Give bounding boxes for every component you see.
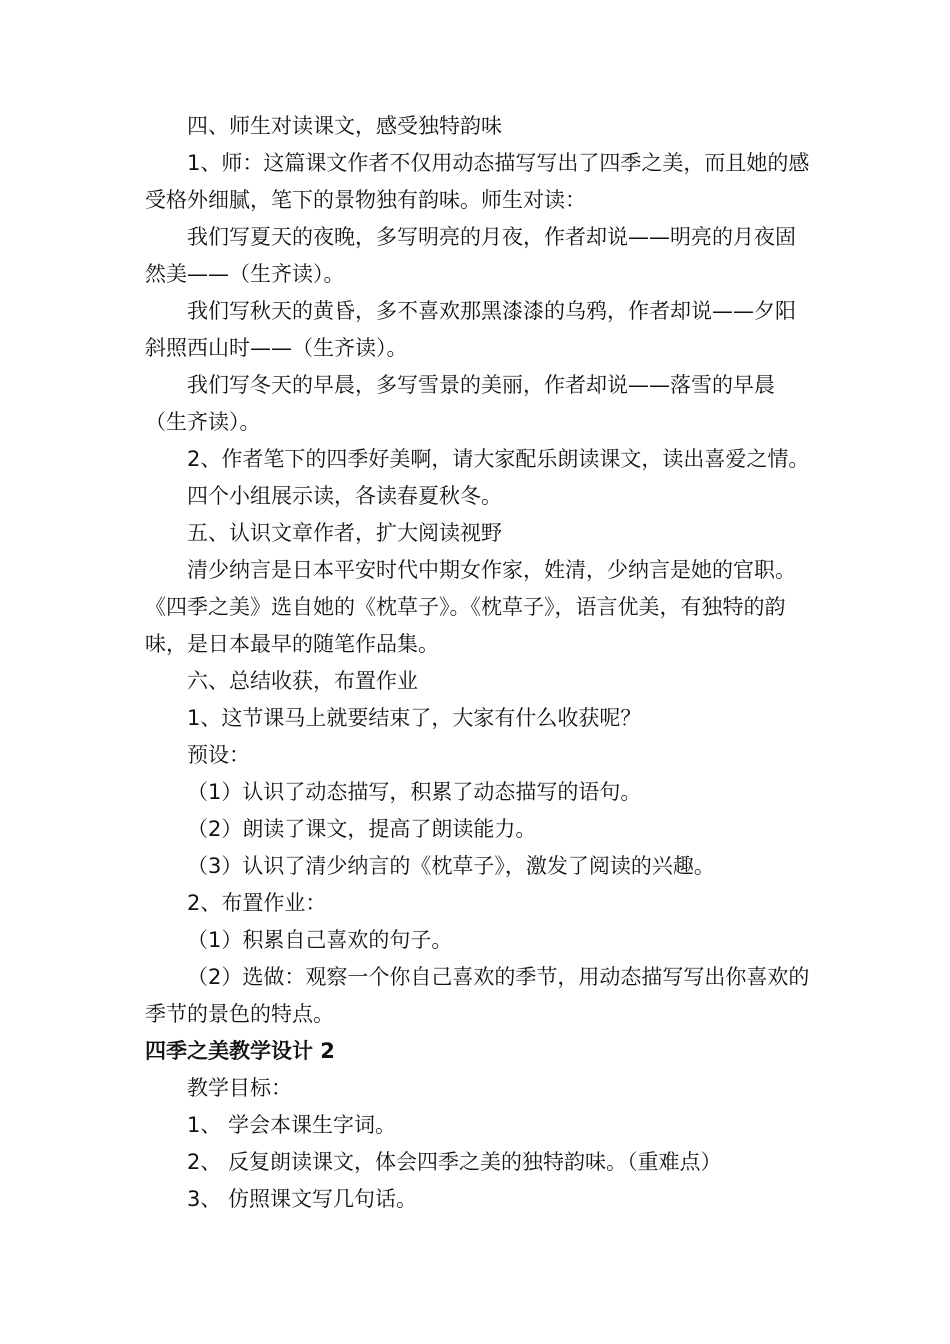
paragraph: （2）选做：观察一个你自己喜欢的季节，用动态描写写出你喜欢的季节的景色的特点。 (145, 965, 810, 1026)
paragraph: 清少纳言是日本平安时代中期女作家，姓清，少纳言是她的官职。《四季之美》选自她的《枕草子》。《枕草子》，语言优美，有独特的韵味，是日本最早的随笔作品集。 (145, 558, 796, 656)
paragraph: 2、 反复朗读课文，体会四季之美的独特韵味。（重难点） (187, 1150, 722, 1174)
paragraph: （3）认识了清少纳言的《枕草子》，激发了阅读的兴趣。 (187, 854, 715, 878)
paragraph: 1、师：这篇课文作者不仅用动态描写写出了四季之美，而且她的感受格外细腻，笔下的景物独有韵味。师生对读： (145, 151, 810, 212)
paragraph: 2、布置作业： (187, 891, 327, 915)
document-body (145, 108, 813, 1218)
paragraph: 1、这节课马上就要结束了，大家有什么收获呢？ (187, 706, 642, 730)
paragraph: 1、 学会本课生字词。 (187, 1113, 397, 1137)
paragraph: （1）认识了动态描写，积累了动态描写的语句。 (187, 780, 642, 804)
paragraph: 教学目标： (187, 1076, 292, 1100)
paragraph: 五、认识文章作者，扩大阅读视野 (187, 521, 502, 545)
paragraph: 我们写夏天的夜晚，多写明亮的月夜，作者却说——明亮的月夜固然美——（生齐读）。 (145, 225, 796, 286)
paragraph: 3、 仿照课文写几句话。 (187, 1187, 418, 1211)
paragraph: 2、作者笔下的四季好美啊，请大家配乐朗读课文，读出喜爱之情。 (187, 447, 810, 471)
paragraph: （1）积累自己喜欢的句子。 (187, 928, 453, 952)
paragraph: 四、师生对读课文，感受独特韵味 (187, 114, 502, 138)
paragraph: 我们写冬天的早晨，多写雪景的美丽，作者却说——落雪的早晨（生齐读）。 (145, 373, 775, 434)
paragraph: 四个小组展示读，各读春夏秋冬。 (187, 484, 502, 508)
paragraph: 我们写秋天的黄昏，多不喜欢那黑漆漆的乌鸦，作者却说——夕阳斜照西山时——（生齐读）。 (145, 299, 796, 360)
section-title: 四季之美教学设计 2 (145, 1039, 335, 1063)
paragraph: 六、总结收获，布置作业 (187, 669, 418, 693)
paragraph: 预设： (187, 743, 250, 767)
paragraph: （2）朗读了课文，提高了朗读能力。 (187, 817, 537, 841)
